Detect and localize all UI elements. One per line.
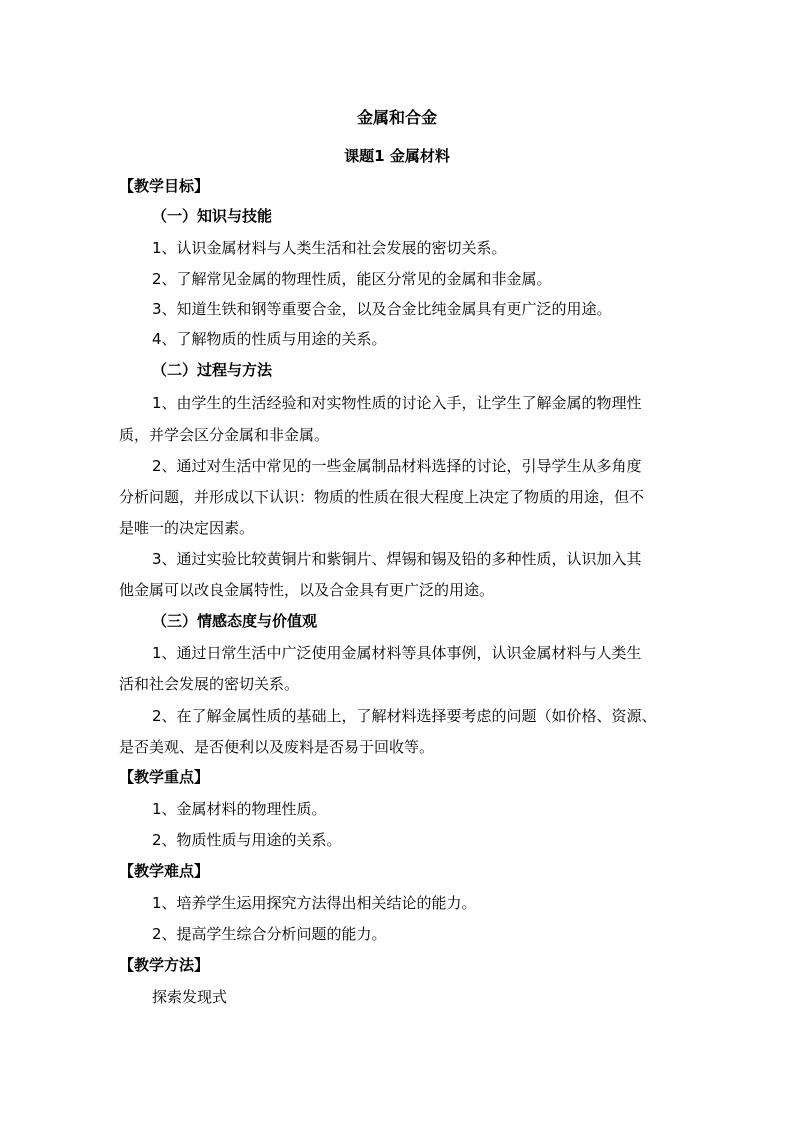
- difficulty-item: 1、培养学生运用探究方法得出相关结论的能力。: [152, 894, 477, 912]
- emotion-paragraph-line: 2、在了解金属性质的基础上，了解材料选择要考虑的问题（如价格、资源、: [152, 707, 657, 725]
- emotion-heading: （三）情感态度与价值观: [152, 612, 318, 630]
- emotion-paragraph-line: 是否美观、是否便利以及废料是否易于回收等。: [119, 738, 435, 756]
- key-point-item: 2、物质性质与用途的关系。: [152, 831, 342, 849]
- emotion-paragraph-line: 活和社会发展的密切关系。: [119, 675, 300, 693]
- knowledge-item: 4、了解物质的性质与用途的关系。: [152, 330, 387, 348]
- process-paragraph-line: 3、通过实验比较黄铜片和紫铜片、焊锡和锡及铅的多种性质，认识加入其: [152, 550, 642, 568]
- key-points-heading: 【教学重点】: [119, 768, 210, 786]
- emotion-paragraph-line: 1、通过日常生活中广泛使用金属材料等具体事例，认识金属材料与人类生: [152, 644, 642, 662]
- difficulties-heading: 【教学难点】: [119, 862, 210, 880]
- process-paragraph-line: 他金属可以改良金属特性，以及合金具有更广泛的用途。: [119, 581, 495, 599]
- document-subtitle: 课题1 金属材料: [344, 147, 450, 165]
- objectives-heading: 【教学目标】: [119, 177, 210, 195]
- knowledge-heading: （一）知识与技能: [152, 207, 273, 225]
- knowledge-item: 2、了解常见金属的物理性质，能区分常见的金属和非金属。: [152, 270, 552, 288]
- process-paragraph-line: 1、由学生的生活经验和对实物性质的讨论入手，让学生了解金属的物理性: [152, 394, 642, 412]
- process-paragraph-line: 分析问题，并形成以下认识：物质的性质在很大程度上决定了物质的用途，但不: [119, 488, 645, 506]
- process-paragraph-line: 质，并学会区分金属和非金属。: [119, 426, 330, 444]
- method-heading: 【教学方法】: [119, 956, 210, 974]
- process-paragraph-line: 2、通过对生活中常见的一些金属制品材料选择的讨论，引导学生从多角度: [152, 457, 642, 475]
- difficulty-item: 2、提高学生综合分析问题的能力。: [152, 925, 387, 943]
- process-paragraph-line: 是唯一的决定因素。: [119, 519, 255, 537]
- knowledge-item: 1、认识金属材料与人类生活和社会发展的密切关系。: [152, 239, 507, 257]
- method-text: 探索发现式: [152, 988, 228, 1006]
- document-title: 金属和合金: [356, 108, 437, 127]
- key-point-item: 1、金属材料的物理性质。: [152, 800, 327, 818]
- knowledge-item: 3、知道生铁和钢等重要合金，以及合金比纯金属具有更广泛的用途。: [152, 300, 612, 318]
- process-heading: （二）过程与方法: [152, 361, 273, 379]
